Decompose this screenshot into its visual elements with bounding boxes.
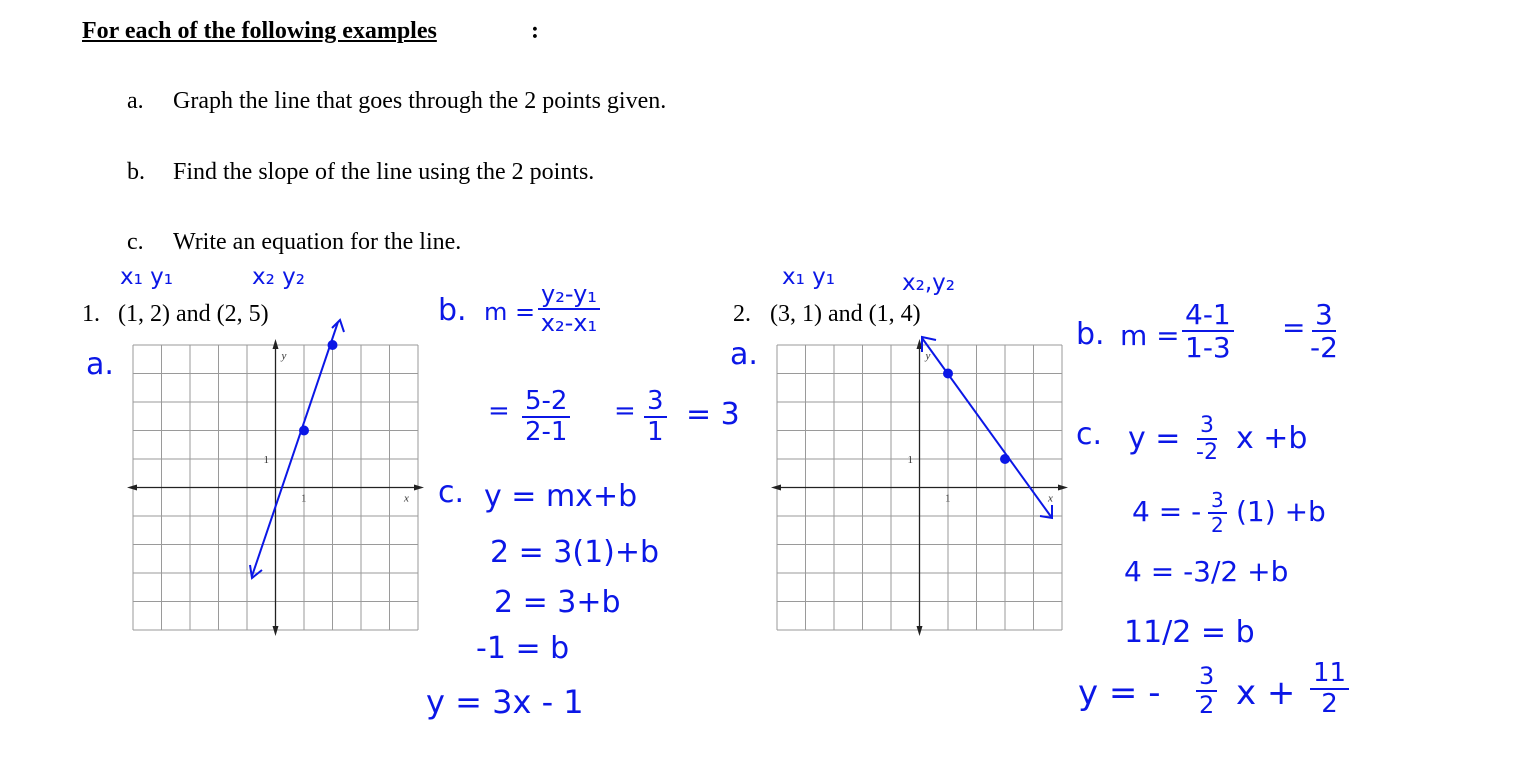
p2-c1-num: 3 bbox=[1197, 414, 1217, 440]
p2-x-arrow-right bbox=[1058, 485, 1068, 491]
p2-slope-simplified bbox=[1310, 300, 1338, 363]
p1-slope-step2-num: 3 bbox=[644, 388, 667, 418]
p2-c1-suffix: x +b bbox=[1236, 421, 1308, 456]
p2-axis-label-x: x bbox=[1048, 492, 1053, 505]
p1-slope-step-num: 5-2 bbox=[522, 388, 570, 418]
p2-c4: 11/2 = b bbox=[1124, 615, 1255, 650]
p2-point-3-1 bbox=[1000, 454, 1010, 464]
p1-axis-label-y: y bbox=[281, 350, 287, 362]
p2-label-x1y1: x₁ y₁ bbox=[782, 264, 835, 290]
p2-c5-den2: 2 bbox=[1321, 689, 1338, 720]
p2-y-arrow-down bbox=[917, 626, 923, 636]
p2-part-c-label: c. bbox=[1076, 417, 1103, 452]
instruction-a-text: Graph the line that goes through the 2 points given. bbox=[173, 88, 667, 114]
p1-statement: (1, 2) and (2, 5) bbox=[118, 301, 269, 327]
p2-c2-prefix: 4 = - bbox=[1132, 495, 1202, 528]
p2-c5-fraction1 bbox=[1196, 664, 1217, 718]
p2-part-a-label: a. bbox=[730, 337, 758, 372]
p1-slope-eq2: = bbox=[614, 396, 636, 426]
p1-tick-y-1: 1 bbox=[263, 454, 269, 466]
p2-axis-label-y: y bbox=[925, 350, 931, 362]
p2-c2-den: 2 bbox=[1211, 513, 1224, 537]
p1-part-c-label: c. bbox=[438, 475, 465, 510]
p2-x-arrow-left bbox=[771, 485, 781, 491]
p1-number: 1. bbox=[82, 301, 100, 327]
p1-slope-step-den: 2-1 bbox=[525, 417, 568, 448]
p1-part-a-label: a. bbox=[86, 347, 114, 382]
p1-eq-line4: -1 = b bbox=[476, 631, 570, 666]
p2-c3: 4 = -3/2 +b bbox=[1124, 555, 1289, 588]
p1-slope-step2-den: 1 bbox=[647, 417, 664, 448]
heading-colon: : bbox=[531, 18, 539, 44]
p2-c1-den: -2 bbox=[1196, 440, 1218, 466]
p1-axis-label-x: x bbox=[404, 492, 409, 505]
p2-slope-fraction bbox=[1182, 300, 1234, 363]
p2-c5-num1: 3 bbox=[1196, 664, 1217, 692]
p2-c1-fraction bbox=[1196, 414, 1218, 464]
instruction-b-marker: b. bbox=[127, 159, 145, 185]
instruction-c-marker: c. bbox=[127, 229, 144, 255]
p1-slope-prefix: m = bbox=[484, 298, 536, 326]
p2-slope-den: 1-3 bbox=[1185, 331, 1231, 365]
p2-part-b-label: b. bbox=[1076, 317, 1105, 352]
p2-statement: (3, 1) and (1, 4) bbox=[770, 301, 921, 327]
p1-slope-formula-num: y₂-y₁ bbox=[538, 282, 600, 310]
p1-eq-line1: y = mx+b bbox=[484, 479, 638, 514]
p2-tick-x-1: 1 bbox=[945, 492, 951, 505]
p1-eq-line3: 2 = 3+b bbox=[494, 585, 621, 620]
p2-label-x2y2: x₂,y₂ bbox=[902, 270, 955, 296]
p1-part-b-label: b. bbox=[438, 293, 467, 328]
p2-c2-fraction bbox=[1208, 490, 1227, 536]
p1-tick-x-1: 1 bbox=[301, 492, 307, 505]
p2-slope-simplified-den: -2 bbox=[1310, 331, 1338, 365]
p2-c2-num: 3 bbox=[1208, 490, 1227, 514]
p2-c5-den1: 2 bbox=[1199, 691, 1215, 720]
p1-label-x1y1: x₁ y₁ bbox=[120, 264, 173, 290]
p1-eq-line5: y = 3x - 1 bbox=[426, 683, 584, 721]
p2-slope-num: 4-1 bbox=[1182, 300, 1234, 332]
p2-point-1-4 bbox=[943, 369, 953, 379]
p2-c5-prefix: y = - bbox=[1078, 673, 1161, 713]
p1-slope-eq1: = bbox=[488, 396, 510, 426]
p1-slope-result: = 3 bbox=[686, 397, 740, 432]
instructions-heading: For each of the following examples bbox=[82, 18, 437, 44]
p1-slope-formula-den: x₂-x₁ bbox=[540, 309, 598, 338]
p2-graphed-line bbox=[922, 338, 1052, 518]
p2-number: 2. bbox=[733, 301, 751, 327]
p2-c5-num2: 11 bbox=[1310, 660, 1349, 690]
p2-c5-mid: x + bbox=[1236, 673, 1296, 713]
p2-slope-simplified-num: 3 bbox=[1312, 300, 1336, 332]
p2-c2-suffix: (1) +b bbox=[1236, 495, 1326, 528]
p2-slope-eq: = bbox=[1282, 311, 1306, 344]
p2-c5-fraction2 bbox=[1310, 660, 1349, 719]
p2-tick-y-1: 1 bbox=[907, 454, 913, 466]
p2-slope-prefix: m = bbox=[1120, 319, 1180, 352]
instruction-c-text: Write an equation for the line. bbox=[173, 229, 462, 255]
instruction-b-text: Find the slope of the line using the 2 points. bbox=[173, 159, 595, 185]
p2-c1-prefix: y = bbox=[1128, 421, 1181, 456]
p1-eq-line2: 2 = 3(1)+b bbox=[490, 535, 660, 570]
instruction-a-marker: a. bbox=[127, 88, 144, 114]
p1-label-x2y2: x₂ y₂ bbox=[252, 264, 305, 290]
